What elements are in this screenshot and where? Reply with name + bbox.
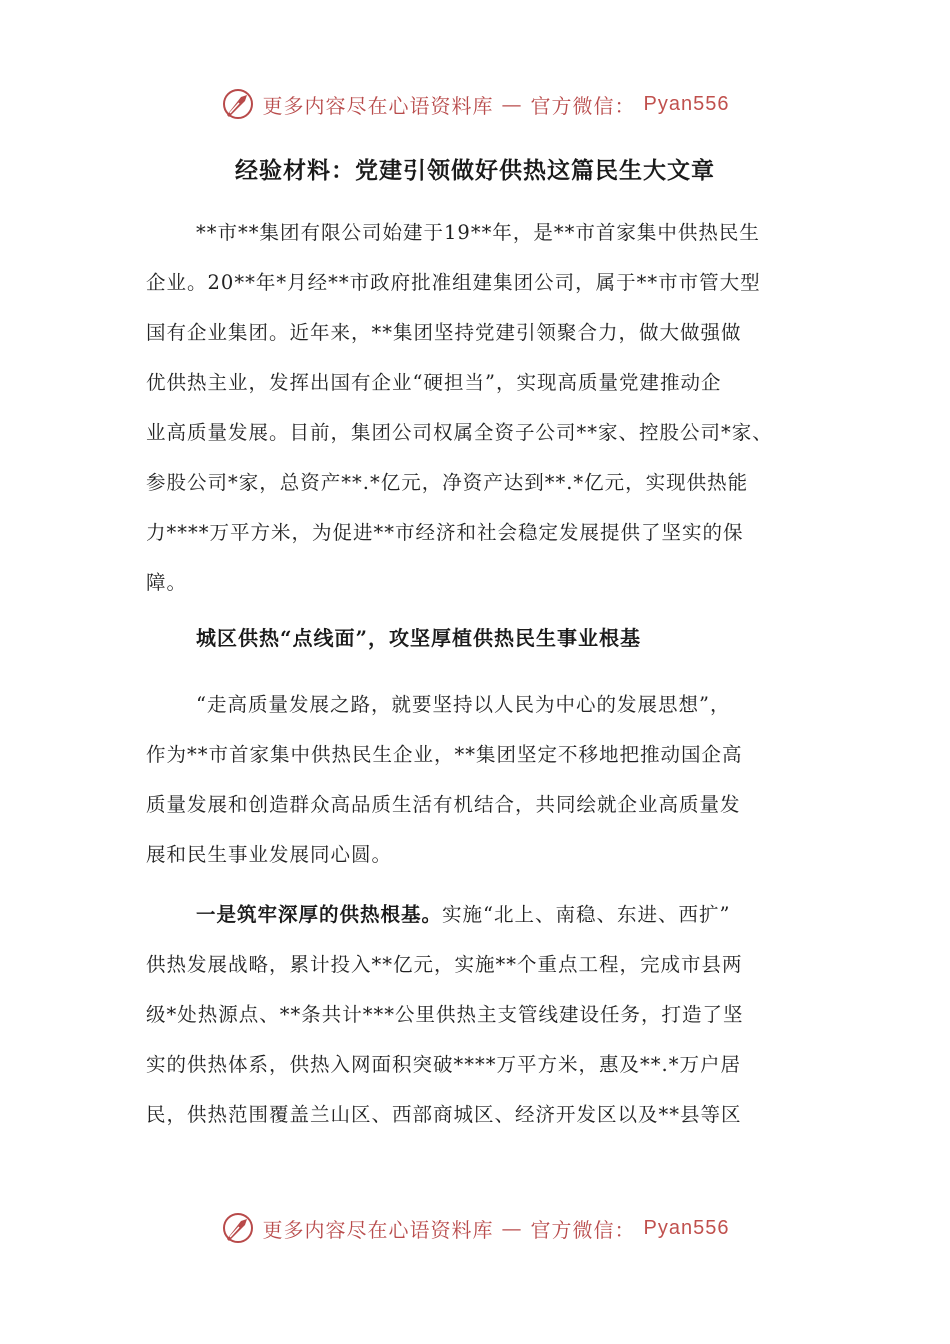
watermark-label: 官方微信： — [530, 1217, 636, 1242]
paragraph-line: 供热发展战略，累计投入**亿元，实施**个重点工程，完成市县两 — [146, 953, 743, 976]
watermark-text: 更多内容尽在心语资料库 — [262, 1217, 494, 1242]
intro-paragraph — [146, 208, 806, 608]
paragraph-line: 质量发展和创造群众高品质生活有机结合，共同绘就企业高质量发 — [146, 793, 741, 816]
paragraph-line: 力****万平方米，为促进**市经济和社会稳定发展提供了坚实的保 — [146, 521, 744, 544]
paragraph-line: 实的供热体系，供热入网面积突破****万平方米，惠及**.*万户居 — [146, 1053, 741, 1076]
paragraph-line: 参股公司*家，总资产**.*亿元，净资产达到**.*亿元，实现供热能 — [146, 471, 749, 494]
paragraph-line — [146, 890, 806, 940]
pen-nib-icon — [221, 87, 255, 121]
paragraph-line: 作为**市首家集中供热民生企业，**集团坚定不移地把推动国企高 — [146, 743, 743, 766]
point-one-lead: 一是筑牢深厚的供热根基。 — [196, 903, 443, 926]
paragraph-line: 展和民生事业发展同心圆。 — [146, 843, 393, 866]
pen-nib-icon — [221, 1211, 255, 1245]
paragraph-line: 国有企业集团。近年来，**集团坚持党建引领聚合力，做大做强做 — [146, 321, 742, 344]
document-title: 经验材料：党建引领做好供热这篇民生大文章 — [235, 157, 715, 184]
point-one-first-rest: 实施“北上、南稳、东进、西扩” — [442, 903, 731, 926]
watermark-text: 更多内容尽在心语资料库 — [262, 93, 494, 118]
paragraph-line: 企业。20**年*月经**市政府批准组建集团公司，属于**市市管大型 — [146, 271, 761, 294]
point-one-paragraph — [146, 890, 806, 1140]
watermark-dash: — — [501, 1216, 523, 1240]
paragraph-line: **市**集团有限公司始建于19**年，是**市首家集中供热民生 — [196, 221, 760, 244]
paragraph-line: “走高质量发展之路，就要坚持以人民为中心的发展思想”， — [196, 693, 731, 716]
paragraph-line: 级*处热源点、**条共计***公里供热主支管线建设任务，打造了坚 — [146, 1003, 744, 1026]
watermark-label: 官方微信： — [530, 93, 636, 118]
paragraph-line: 优供热主业，发挥出国有企业“硬担当”，实现高质量党建推动企 — [146, 371, 722, 394]
watermark-wechat-id: Pyan556 — [643, 92, 730, 115]
paragraph-line: 业高质量发展。目前，集团公司权属全资子公司**家、控股公司*家、 — [146, 421, 773, 444]
watermark-dash: — — [501, 92, 523, 116]
section-heading: 城区供热“点线面”，攻坚厚植供热民生事业根基 — [196, 626, 642, 650]
watermark-wechat-id: Pyan556 — [643, 1216, 730, 1239]
section-paragraph — [146, 680, 806, 880]
watermark-banner-bottom — [0, 1208, 950, 1248]
paragraph-line: 障。 — [146, 571, 188, 594]
paragraph-line: 民，供热范围覆盖兰山区、西部商城区、经济开发区以及**县等区 — [146, 1103, 742, 1126]
watermark-banner-top — [0, 84, 950, 124]
